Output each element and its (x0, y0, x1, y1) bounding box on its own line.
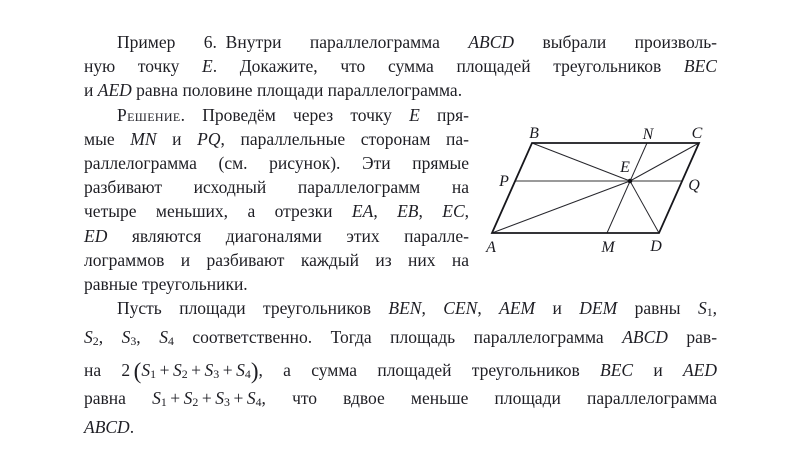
vertex-label-A: A (486, 238, 496, 256)
text-run: . Докажите, что сумма площадей треугольников (212, 56, 684, 77)
text-run: , (712, 298, 718, 319)
text-run: + (156, 359, 173, 380)
text-run: , (477, 298, 500, 319)
text-run: + (187, 359, 205, 380)
text-run: Пример 6. Внутри параллелограмма (117, 32, 469, 52)
math-variable: BEC (600, 359, 634, 380)
math-variable: AED (97, 80, 132, 101)
text-run: равна (84, 388, 153, 409)
line-EC (630, 143, 699, 181)
math-variable: S (246, 388, 256, 409)
text-run: . (129, 416, 135, 437)
math-variable: EC (442, 201, 465, 222)
math-variable: S (141, 359, 151, 380)
text-run: , (464, 201, 470, 222)
math-variable: PQ (197, 128, 221, 149)
text-run: ) (250, 357, 259, 384)
text-line (84, 272, 717, 296)
text-line (84, 353, 717, 386)
math-variable: E (409, 104, 420, 125)
vertex-label-C: C (691, 124, 703, 142)
text-run: соответственно. Тогда площадь параллелограмма (173, 326, 623, 347)
text-line (84, 296, 717, 324)
text-run: . Проведём через точку (180, 104, 410, 125)
text-run: 1 (160, 395, 167, 410)
text-run: ную точку (84, 56, 203, 77)
parallelogram-outline (492, 143, 699, 233)
math-variable: S (236, 359, 245, 380)
figure (477, 115, 717, 265)
math-variable: ABCD (84, 416, 130, 437)
text-run: + (219, 359, 237, 380)
math-variable: S (159, 326, 168, 347)
text-run: Решение (117, 104, 181, 125)
math-variable: S (183, 388, 193, 409)
math-variable: AED (682, 359, 717, 380)
text-run: 3 (130, 333, 137, 348)
line-ED (630, 181, 659, 233)
text-run: 2 (192, 395, 199, 410)
text-run: , (418, 201, 443, 222)
math-variable: S (121, 326, 131, 347)
math-variable: ABCD (468, 32, 515, 52)
text-run: четыре меньших, а отрезки (84, 201, 352, 222)
math-variable: S (204, 359, 214, 380)
math-variable: BEC (683, 56, 717, 77)
text-run: мые (84, 128, 131, 149)
text-run: раллелограмма (см. рисунок). Эти прямые (84, 153, 469, 174)
point-E-dot (628, 178, 633, 183)
text-run: + (198, 388, 216, 409)
text-run: , что вдвое меньше площади параллелограмма (261, 388, 717, 409)
line-EB (532, 143, 630, 181)
text-run: 3 (213, 367, 220, 382)
text-line (84, 30, 717, 54)
text-run: и (535, 298, 580, 319)
text-run: , параллельные сторонам па- (220, 128, 469, 149)
text-line (84, 386, 717, 414)
math-variable: S (172, 359, 182, 380)
text-run: и (84, 80, 98, 101)
math-variable: ED (84, 225, 108, 246)
text-run: + (229, 388, 247, 409)
text-run: 1 (706, 305, 713, 320)
math-variable: DEM (579, 298, 618, 319)
figure-svg (477, 115, 717, 265)
text-run: 1 (150, 367, 157, 382)
vertex-label-D: D (650, 237, 662, 255)
text-line (84, 415, 717, 439)
text-run: , а сумма площадей треугольников (258, 359, 601, 380)
text-run: равные треугольники. (84, 274, 248, 295)
text-line (84, 54, 717, 78)
line-EA (492, 181, 630, 233)
text-run: являются диагоналями этих паралле- (107, 225, 469, 246)
vertex-label-E: E (620, 158, 630, 176)
math-variable: BEN (388, 298, 422, 319)
text-run: + (166, 388, 184, 409)
math-variable: S (84, 326, 93, 347)
math-variable: MN (130, 128, 157, 149)
text-run: на 2 (84, 359, 134, 380)
math-variable: S (697, 298, 707, 319)
math-variable: CEN (443, 298, 478, 319)
text-run: 4 (255, 395, 262, 410)
math-variable: ABCD (622, 326, 668, 347)
math-variable: E (202, 56, 213, 77)
text-run: , (373, 201, 398, 222)
text-run: лограммов и разбивают каждый из них на (84, 249, 469, 270)
text-run: и (633, 359, 683, 380)
text-run: Пусть площади треугольников (117, 298, 389, 319)
text-run: равны (617, 298, 698, 319)
text-run: пря- (419, 104, 470, 125)
text-run: 3 (224, 395, 230, 410)
text-run: ( (133, 357, 142, 384)
text-run: , (136, 326, 160, 347)
vertex-label-B: B (529, 124, 539, 142)
text-line (84, 78, 717, 102)
text-content (84, 30, 717, 439)
text-run: разбивают исходный параллелограмм на (84, 177, 469, 198)
math-variable: S (152, 388, 161, 409)
text-run: , (98, 326, 122, 347)
text-run: равна половине площади параллелограмма. (131, 80, 463, 101)
math-variable: EA (351, 201, 374, 222)
text-run: выбрали произволь- (514, 32, 718, 52)
math-variable: EB (397, 201, 419, 222)
text-run: рав- (667, 326, 718, 347)
text-run: и (156, 128, 198, 149)
paragraph-solution-1 (84, 103, 717, 297)
vertex-label-Q: Q (688, 176, 700, 194)
text-line (84, 325, 717, 353)
text-run: 4 (167, 333, 174, 348)
math-variable: AEM (499, 298, 536, 319)
text-run: 2 (181, 367, 188, 382)
paragraph-solution-2 (84, 296, 717, 439)
vertex-label-N: N (642, 125, 654, 143)
line-MN (607, 143, 647, 233)
paragraph-problem-statement (84, 30, 717, 103)
text-run: , (421, 298, 444, 319)
math-variable: S (215, 388, 224, 409)
text-run: 2 (92, 333, 99, 348)
vertex-label-M: M (601, 238, 615, 256)
vertex-label-P: P (499, 172, 509, 190)
text-run: 4 (244, 367, 251, 382)
